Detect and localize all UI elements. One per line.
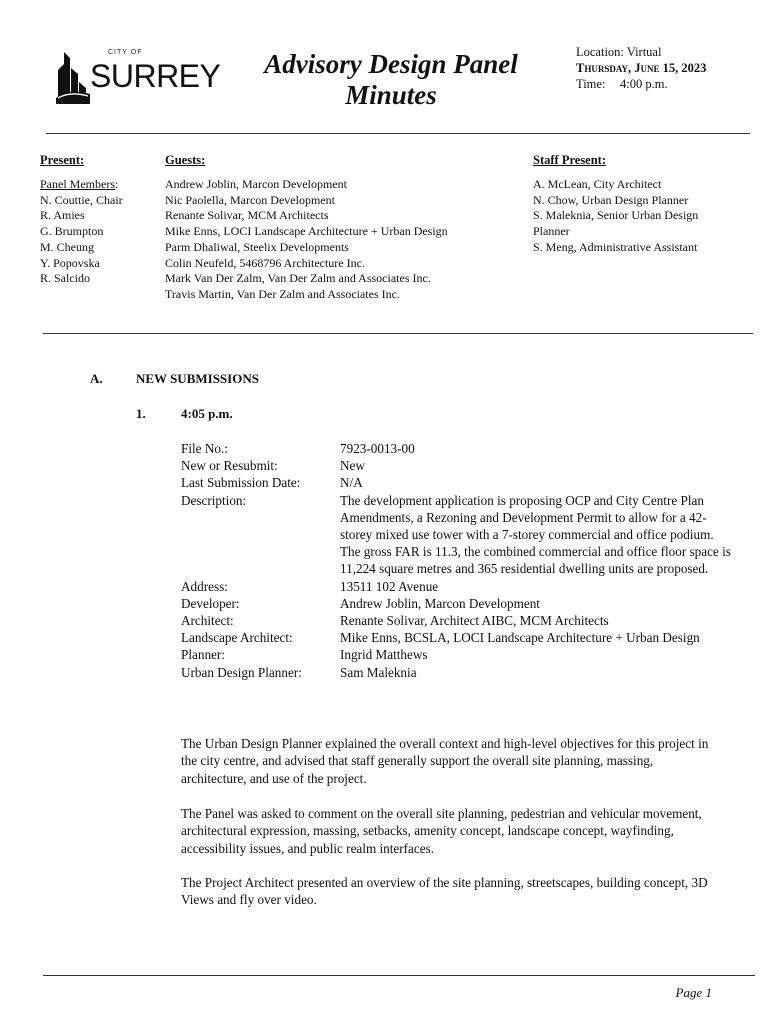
panel-members-list xyxy=(40,177,123,287)
detail-label: Architect: xyxy=(181,613,234,629)
detail-row xyxy=(181,474,751,491)
detail-value: Sam Maleknia xyxy=(340,664,417,680)
list-item: Andrew Joblin, Marcon Development xyxy=(165,177,347,191)
detail-row xyxy=(181,492,751,578)
list-item: G. Brumpton xyxy=(40,224,104,239)
surrey-skyline-icon xyxy=(56,48,90,104)
item-time: 4:05 p.m. xyxy=(181,406,233,421)
list-item: Mike Enns, LOCI Landscape Architecture + Urban Design xyxy=(165,224,448,239)
detail-row xyxy=(181,440,751,457)
submission-details xyxy=(181,440,751,681)
time-value: 4:00 p.m. xyxy=(620,77,668,91)
detail-row xyxy=(181,629,751,646)
list-item: Parm Dhaliwal, Steelix Developments xyxy=(165,239,349,254)
guests-heading: Guests: xyxy=(165,153,206,167)
list-item: M. Cheung xyxy=(40,239,94,254)
list-item: A. McLean, City Architect xyxy=(533,177,662,191)
list-item: Renante Solivar, MCM Architects xyxy=(165,208,329,223)
document-title: Advisory Design Panel Minutes xyxy=(264,49,518,110)
detail-label: File No.: xyxy=(181,441,228,456)
paragraph: The Urban Design Planner explained the overall context and high-level objectives for this project in the city centre, and advised that staff generally support the overall site planning, massing, architecture, and use of the project. xyxy=(181,736,709,786)
paragraph: The Project Architect presented an overview of the site planning, streetscapes, building concept, 3D Views and fly over video. xyxy=(181,875,708,908)
detail-row xyxy=(181,595,751,612)
list-item: R. Amies xyxy=(40,208,85,223)
list-item: N. Chow, Urban Design Planner xyxy=(533,192,689,207)
list-item: Mark Van Der Zalm, Van Der Zalm and Associates Inc. xyxy=(165,271,431,286)
detail-value: Renante Solivar, Architect AIBC, MCM Architects xyxy=(340,613,609,629)
detail-value: Andrew Joblin, Marcon Development xyxy=(340,595,540,611)
list-item: N. Couttie, Chair xyxy=(40,192,123,207)
detail-value: Mike Enns, BCSLA, LOCI Landscape Architecture + Urban Design xyxy=(340,630,700,646)
detail-value: The development application is proposing OCP and City Centre Plan Amendments, a Rezoning and Development Permit to allow for a 42-storey mixed use tower with a 7-storey commercial and office podium. The gross FAR is 11.3, the combined commercial and office floor space is 11,224 square metres and 365 residential dwelling units are proposed. xyxy=(340,492,731,577)
header-divider xyxy=(46,133,750,134)
detail-row xyxy=(181,612,751,629)
meeting-location: Location: Virtual xyxy=(576,45,662,59)
detail-value: 13511 102 Avenue xyxy=(340,578,439,594)
detail-row xyxy=(181,664,751,681)
logo-surrey-wordmark: SURREY xyxy=(90,58,221,94)
detail-row xyxy=(181,578,751,595)
footer-divider xyxy=(43,975,755,976)
detail-row xyxy=(181,646,751,663)
list-item: Colin Neufeld, 5468796 Architecture Inc. xyxy=(165,255,365,270)
meeting-time xyxy=(576,76,706,92)
detail-label: Developer: xyxy=(181,595,240,611)
meeting-info xyxy=(576,44,706,92)
list-item: R. Salcido xyxy=(40,271,90,286)
paragraph: The Panel was asked to comment on the overall site planning, pedestrian and vehicular movement, architectural expression, massing, setbacks, amenity concept, landscape concept, wayfinding, accessibility issues, and public realm interfaces. xyxy=(181,806,702,856)
item-number: 1. xyxy=(136,406,146,421)
detail-label: Last Submission Date: xyxy=(181,475,301,491)
time-label: Time: xyxy=(576,77,606,91)
detail-label: Landscape Architect: xyxy=(181,630,293,646)
detail-row xyxy=(181,457,751,474)
detail-label: Urban Design Planner: xyxy=(181,664,302,680)
present-heading: Present: xyxy=(40,153,85,167)
detail-label: Address: xyxy=(181,578,228,594)
detail-value: Ingrid Matthews xyxy=(340,647,428,663)
list-item: Travis Martin, Van Der Zalm and Associates Inc. xyxy=(165,286,400,301)
city-of-surrey-logo xyxy=(56,48,221,104)
list-item: S. Meng, Administrative Assistant xyxy=(533,239,698,254)
list-item: Planner xyxy=(533,224,570,239)
staff-heading: Staff Present: xyxy=(533,153,607,167)
detail-value: 7923-0013-00 xyxy=(340,441,415,456)
detail-value: New xyxy=(340,458,365,474)
detail-label: New or Resubmit: xyxy=(181,458,278,474)
list-item: Nic Paolella, Marcon Development xyxy=(165,192,335,207)
logo-city-of-text: CITY OF xyxy=(108,49,143,56)
detail-label: Planner: xyxy=(181,647,225,663)
section-title: NEW SUBMISSIONS xyxy=(136,371,259,386)
list-item: S. Maleknia, Senior Urban Design xyxy=(533,208,699,223)
page-number: Page 1 xyxy=(675,985,712,1000)
section-letter: A. xyxy=(90,371,103,386)
list-item: Y. Popovska xyxy=(40,255,100,270)
attendance-divider xyxy=(43,333,753,334)
meeting-date: Thursday, June 15, 2023 xyxy=(576,61,707,75)
detail-label: Description: xyxy=(181,492,247,508)
guests-list xyxy=(165,177,448,303)
detail-value: N/A xyxy=(340,475,363,491)
staff-list xyxy=(533,177,698,256)
panel-members-label: Panel Members: xyxy=(40,177,119,191)
